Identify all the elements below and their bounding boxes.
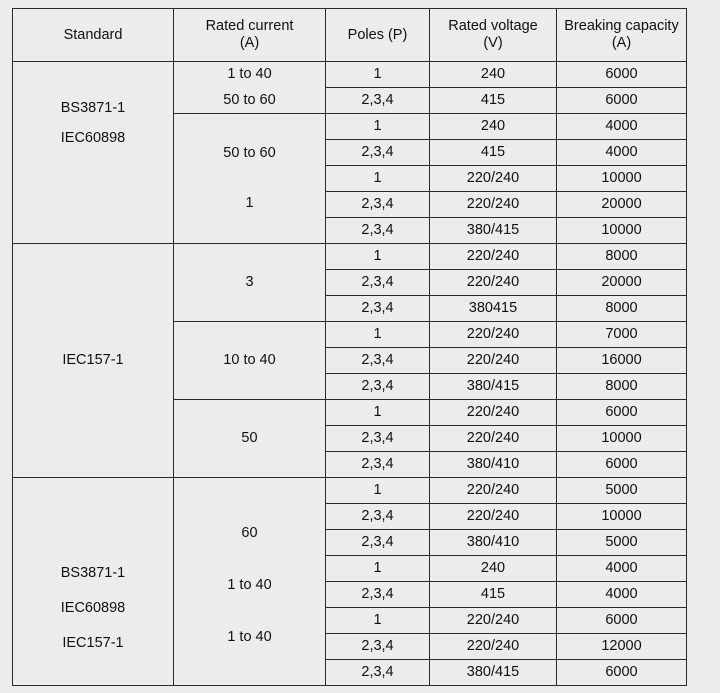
capacity-cell: 6000 bbox=[557, 400, 687, 426]
poles-cell: 2,3,4 bbox=[326, 192, 430, 218]
voltage-cell: 240 bbox=[430, 62, 557, 88]
poles-cell: 1 bbox=[326, 400, 430, 426]
poles-cell: 2,3,4 bbox=[326, 140, 430, 166]
capacity-cell: 8000 bbox=[557, 374, 687, 400]
standard-label: IEC60898 bbox=[60, 600, 126, 616]
poles-cell: 1 bbox=[326, 114, 430, 140]
header-rated-current-unit: (A) bbox=[239, 35, 260, 51]
header-row bbox=[13, 9, 687, 62]
voltage-cell: 380/415 bbox=[430, 660, 557, 686]
poles-cell: 1 bbox=[326, 478, 430, 504]
voltage-cell: 380415 bbox=[430, 296, 557, 322]
voltage-cell: 220/240 bbox=[430, 244, 557, 270]
capacity-cell: 4000 bbox=[557, 114, 687, 140]
header-rated-voltage bbox=[430, 9, 557, 62]
poles-cell: 2,3,4 bbox=[326, 634, 430, 660]
voltage-cell: 415 bbox=[430, 140, 557, 166]
capacity-cell: 10000 bbox=[557, 504, 687, 530]
poles-cell: 2,3,4 bbox=[326, 530, 430, 556]
voltage-cell: 220/240 bbox=[430, 166, 557, 192]
poles-cell: 1 bbox=[326, 608, 430, 634]
header-rated-voltage-unit: (V) bbox=[483, 35, 503, 51]
capacity-cell: 8000 bbox=[557, 296, 687, 322]
voltage-cell: 220/240 bbox=[430, 400, 557, 426]
poles-cell: 2,3,4 bbox=[326, 504, 430, 530]
poles-cell: 2,3,4 bbox=[326, 426, 430, 452]
rated-current-cell bbox=[174, 478, 326, 686]
rated-current-value: 50 to 60 bbox=[223, 145, 276, 161]
voltage-cell: 220/240 bbox=[430, 478, 557, 504]
voltage-cell: 380/415 bbox=[430, 218, 557, 244]
table-row bbox=[13, 478, 687, 504]
header-breaking-capacity-label: Breaking capacity bbox=[564, 18, 679, 34]
voltage-cell: 380/410 bbox=[430, 452, 557, 478]
poles-cell: 2,3,4 bbox=[326, 374, 430, 400]
voltage-cell: 240 bbox=[430, 114, 557, 140]
capacity-cell: 6000 bbox=[557, 88, 687, 114]
poles-cell: 1 bbox=[326, 556, 430, 582]
voltage-cell: 220/240 bbox=[430, 192, 557, 218]
capacity-cell: 4000 bbox=[557, 140, 687, 166]
rated-current-value: 1 to 40 bbox=[227, 629, 272, 645]
standard-cell bbox=[13, 244, 174, 478]
poles-cell: 1 bbox=[326, 244, 430, 270]
voltage-cell: 220/240 bbox=[430, 634, 557, 660]
poles-cell: 1 bbox=[326, 322, 430, 348]
rated-current-value: 1 to 40 bbox=[227, 577, 272, 593]
header-breaking-capacity-unit: (A) bbox=[611, 35, 632, 51]
rated-current-cell: 10 to 40 bbox=[174, 322, 326, 400]
standard-label: BS3871-1 bbox=[60, 100, 126, 116]
capacity-cell: 10000 bbox=[557, 166, 687, 192]
standard-label: BS3871-1 bbox=[60, 565, 126, 581]
voltage-cell: 220/240 bbox=[430, 504, 557, 530]
capacity-cell: 20000 bbox=[557, 192, 687, 218]
poles-cell: 2,3,4 bbox=[326, 582, 430, 608]
standard-cell bbox=[13, 478, 174, 686]
capacity-cell: 10000 bbox=[557, 426, 687, 452]
capacity-cell: 10000 bbox=[557, 218, 687, 244]
capacity-cell: 6000 bbox=[557, 452, 687, 478]
standard-cell bbox=[13, 62, 174, 244]
table-row bbox=[13, 244, 687, 270]
poles-cell: 1 bbox=[326, 62, 430, 88]
header-rated-current bbox=[174, 9, 326, 62]
capacity-cell: 6000 bbox=[557, 608, 687, 634]
voltage-cell: 415 bbox=[430, 582, 557, 608]
rated-current-value: 50 to 60 bbox=[223, 92, 276, 108]
standard-label: IEC60898 bbox=[60, 130, 126, 146]
poles-cell: 2,3,4 bbox=[326, 270, 430, 296]
header-breaking-capacity bbox=[557, 9, 687, 62]
table-row bbox=[13, 62, 687, 88]
poles-cell: 2,3,4 bbox=[326, 452, 430, 478]
header-rated-current-label: Rated current bbox=[205, 18, 294, 34]
header-standard: Standard bbox=[13, 9, 174, 62]
poles-cell: 1 bbox=[326, 166, 430, 192]
voltage-cell: 380/410 bbox=[430, 530, 557, 556]
poles-cell: 2,3,4 bbox=[326, 88, 430, 114]
capacity-cell: 20000 bbox=[557, 270, 687, 296]
standard-label: IEC157-1 bbox=[62, 635, 124, 651]
capacity-cell: 7000 bbox=[557, 322, 687, 348]
voltage-cell: 220/240 bbox=[430, 348, 557, 374]
capacity-cell: 4000 bbox=[557, 582, 687, 608]
header-rated-voltage-label: Rated voltage bbox=[448, 18, 538, 34]
capacity-cell: 6000 bbox=[557, 62, 687, 88]
voltage-cell: 220/240 bbox=[430, 322, 557, 348]
rated-current-cell bbox=[174, 114, 326, 244]
rated-current-cell bbox=[174, 62, 326, 114]
standard-label: IEC157-1 bbox=[62, 352, 124, 368]
voltage-cell: 415 bbox=[430, 88, 557, 114]
voltage-cell: 380/415 bbox=[430, 374, 557, 400]
voltage-cell: 220/240 bbox=[430, 270, 557, 296]
voltage-cell: 240 bbox=[430, 556, 557, 582]
voltage-cell: 220/240 bbox=[430, 608, 557, 634]
rated-current-cell: 50 bbox=[174, 400, 326, 478]
poles-cell: 2,3,4 bbox=[326, 348, 430, 374]
capacity-cell: 12000 bbox=[557, 634, 687, 660]
breaker-spec-table bbox=[12, 8, 687, 686]
poles-cell: 2,3,4 bbox=[326, 218, 430, 244]
voltage-cell: 220/240 bbox=[430, 426, 557, 452]
capacity-cell: 6000 bbox=[557, 660, 687, 686]
capacity-cell: 8000 bbox=[557, 244, 687, 270]
capacity-cell: 5000 bbox=[557, 478, 687, 504]
capacity-cell: 4000 bbox=[557, 556, 687, 582]
rated-current-value: 60 bbox=[241, 525, 258, 541]
capacity-cell: 16000 bbox=[557, 348, 687, 374]
rated-current-cell: 3 bbox=[174, 244, 326, 322]
header-poles: Poles (P) bbox=[326, 9, 430, 62]
rated-current-value: 1 to 40 bbox=[227, 66, 272, 82]
capacity-cell: 5000 bbox=[557, 530, 687, 556]
poles-cell: 2,3,4 bbox=[326, 660, 430, 686]
poles-cell: 2,3,4 bbox=[326, 296, 430, 322]
rated-current-value: 1 bbox=[245, 195, 254, 211]
